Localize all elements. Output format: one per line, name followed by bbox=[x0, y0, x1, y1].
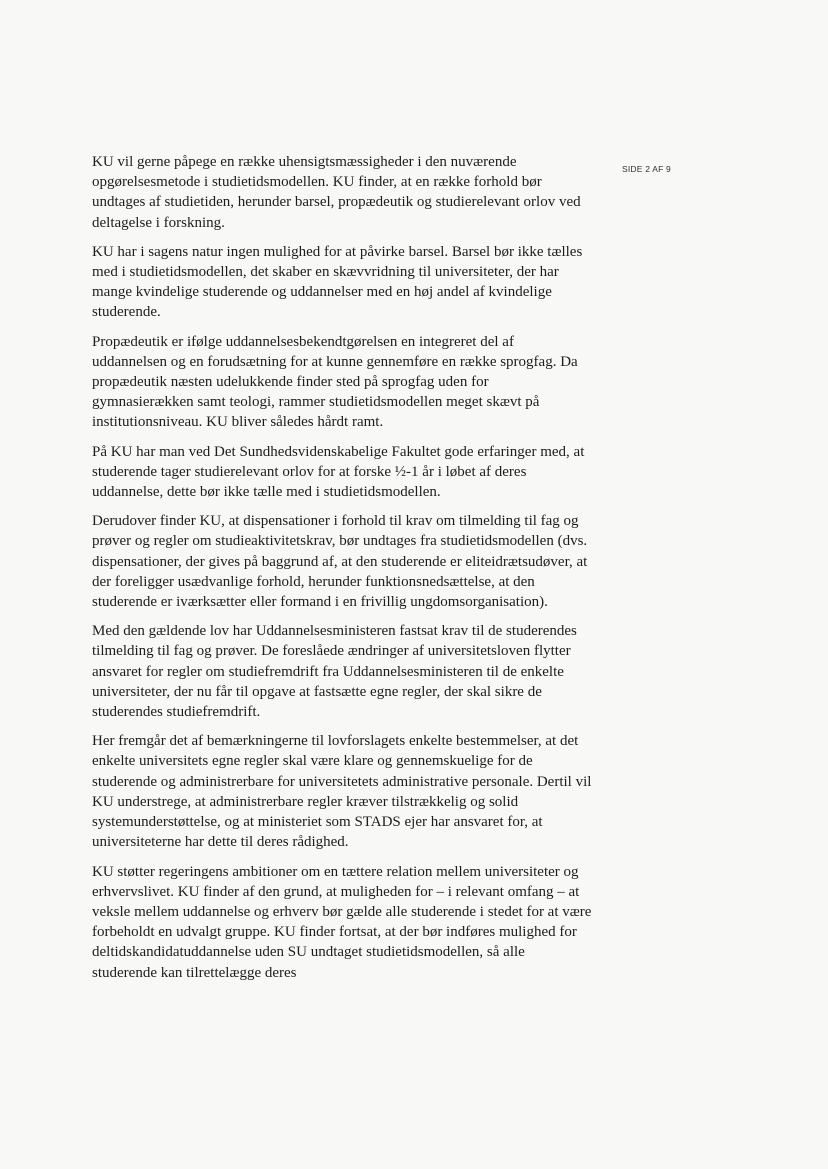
paragraph-3: Propædeutik er ifølge uddannelsesbekendtgørelsen en integreret del af uddannelsen og en forudsætning for at kunne gennemføre en række sprogfag. Da propædeutik næsten udelukkende finder sted på sprogfag uden for gymnasierækken samt teologi, rammer studietidsmodellen meget skævt på institutionsniveau. KU bliver således hårdt ramt. bbox=[92, 333, 578, 431]
paragraph-5: Derudover finder KU, at dispensationer i forhold til krav om tilmelding til fag og prøver og regler om studieaktivitetskrav, bør undtages fra studietidsmodellen (dvs. dispensationer, der gives på baggrund af, at den studerende er eliteidrætsudøver, at der foreligger usædvanlige forhold, herunder funktionsnedsættelse, at den studerende er iværksætter eller formand i en frivillig ungdomsorganisation). bbox=[92, 513, 588, 611]
paragraph-7: Her fremgår det af bemærkningerne til lovforslagets enkelte bestemmelser, at det enkelte universitets egne regler skal være klare og gennemskuelige for de studerende og administrerbare for universitetets administrative personale. Dertil vil KU understrege, at administrerbare regler kræver tilstrækkelig og solid systemunderstøttelse, og at ministeriet som STADS ejer har ansvaret for, at universiteterne har dette til deres rådighed. bbox=[92, 733, 592, 851]
paragraph-6: Med den gældende lov har Uddannelsesministeren fastsat krav til de studerendes tilmelding til fag og prøver. De foreslåede ændringer af universitetsloven flytter ansvaret for regler om studiefremdrift fra Uddannelsesministeren til de enkelte universiteter, der nu får til opgave at fastsætte egne regler, der skal sikre de studerendes studiefremdrift. bbox=[92, 623, 577, 721]
paragraph-8: KU støtter regeringens ambitioner om en tættere relation mellem universiteter og erhvervslivet. KU finder af den grund, at muligheden for – i relevant omfang – at veksle mellem uddannelse og erhverv bør gælde alle studerende i stedet for at være forbeholdt en udvalgt gruppe. KU finder fortsat, at der bør indføres mulighed for deltidskandidatuddannelse uden SU undtaget studietidsmodellen, så alle studerende kan tilrettelægge deres bbox=[92, 863, 592, 981]
paragraph-1: KU vil gerne påpege en række uhensigtsmæssigheder i den nuværende opgørelsesmetode i studietidsmodellen. KU finder, at en række forhold bør undtages af studietiden, herunder barsel, propædeutik og studierelevant orlov ved deltagelse i forskning. bbox=[92, 154, 581, 231]
page-number-label: SIDE 2 AF 9 bbox=[622, 164, 671, 174]
paragraph-2: KU har i sagens natur ingen mulighed for at påvirke barsel. Barsel bør ikke tælles med i studietidsmodellen, det skaber en skævvridning til universiteter, der har mange kvindelige studerende og uddannelser med en høj andel af kvindelige studerende. bbox=[92, 243, 583, 321]
document-body bbox=[92, 152, 592, 992]
paragraph-4: På KU har man ved Det Sundhedsvidenskabelige Fakultet gode erfaringer med, at studerende tager studierelevant orlov for at forske ½-1 år i løbet af deres uddannelse, dette bør ikke tælle med i studietidsmodellen. bbox=[92, 443, 585, 501]
